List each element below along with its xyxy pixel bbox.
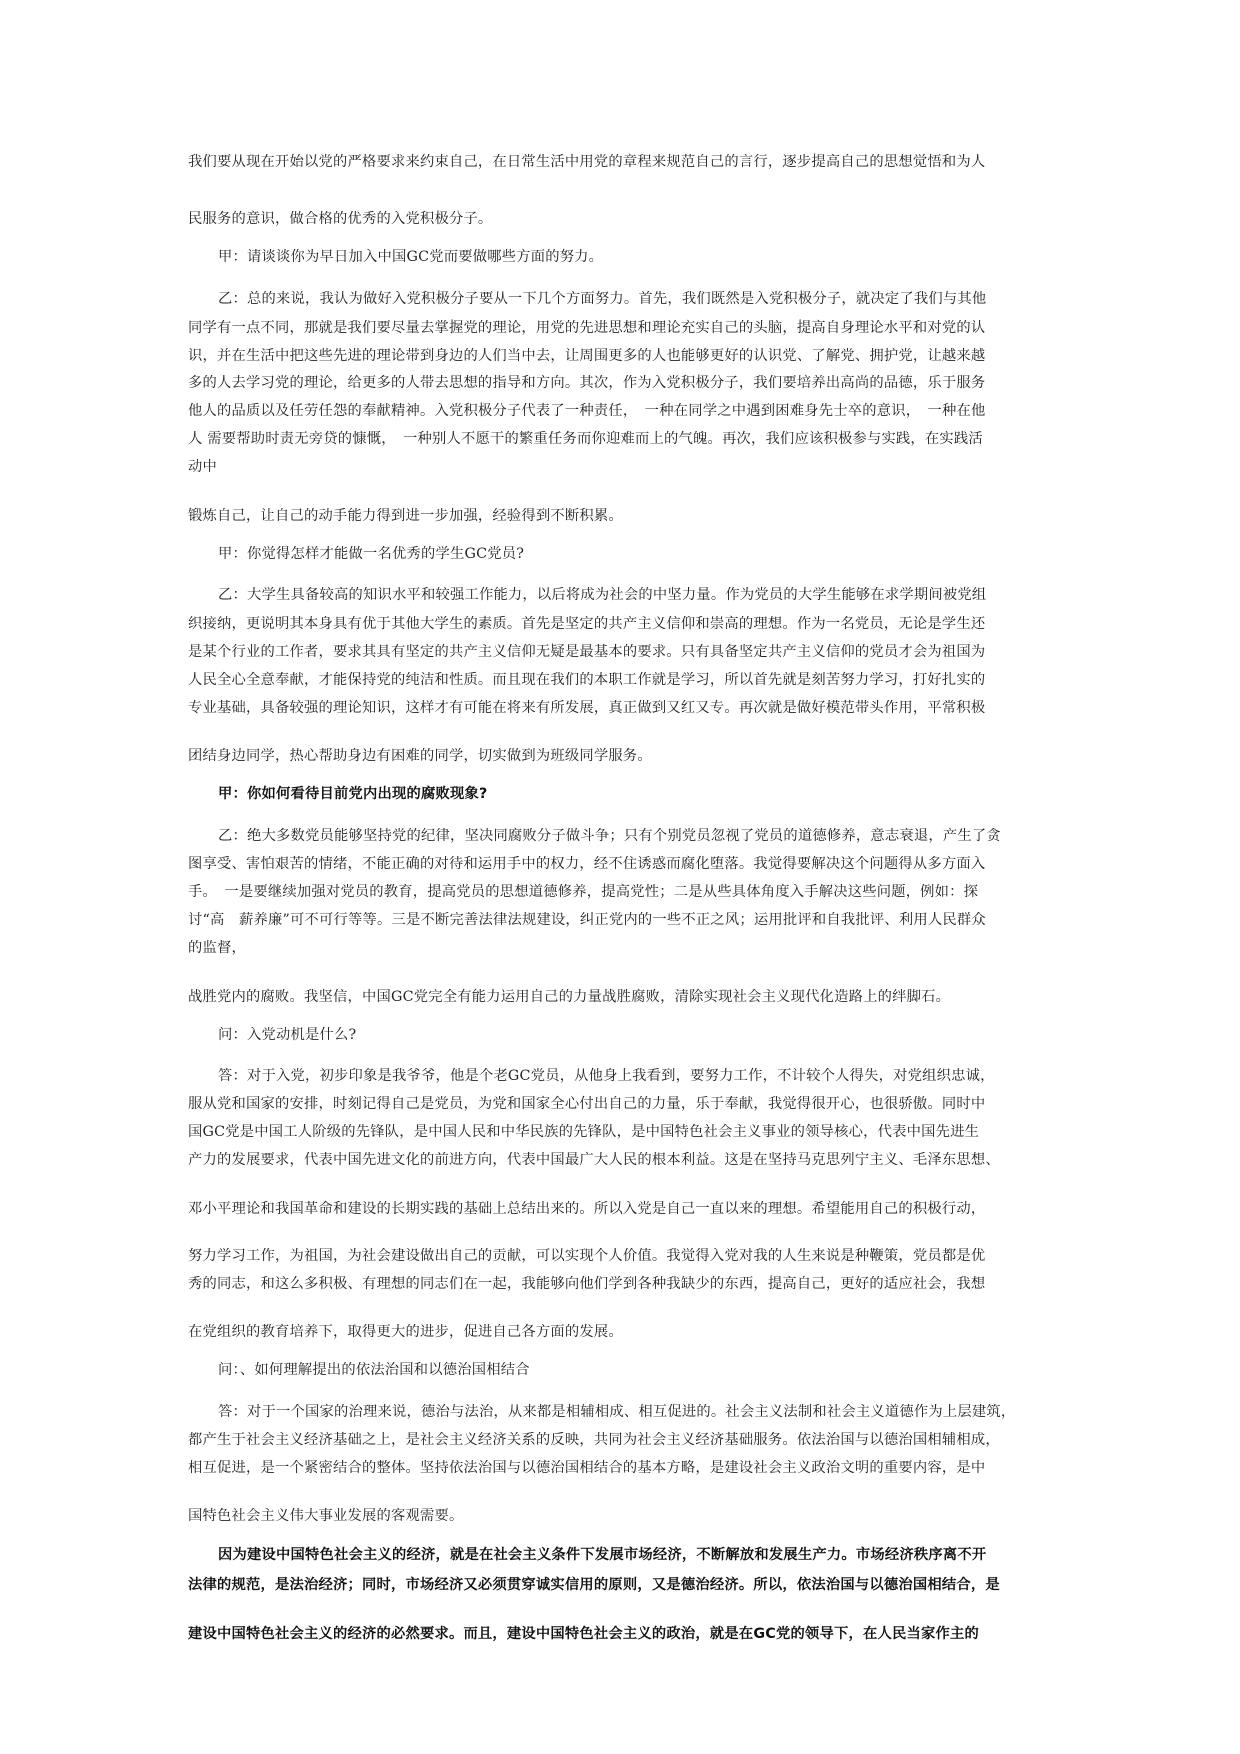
text-line: 我们要从现在开始以党的严格要求来约束自己，在日常生活中用党的章程来规范自己的言行，逐步提高自己的思想觉悟和为人 (188, 154, 986, 170)
text-line: 他人的品质以及任劳任怨的奉献精神。入党积极分子代表了一种责任， 一种在同学之中遇到困难身先士卒的意识， 一种在他 (188, 403, 986, 419)
text-line: 相互促进，是一个紧密结合的整体。坚持依法治国与以德治国相结合的基本方略，是建设社会主义政治文明的重要内容，是中 (188, 1460, 986, 1476)
text-line: 手。 一是要继续加强对党员的教育，提高党员的思想道德修养，提高党性；二是从些具体角度入手解决这些问题，例如：探 (188, 884, 979, 900)
text-line: 乙：大学生具备较高的知识水平和较强工作能力，以后将成为社会的中坚力量。作为党员的大学生能够在求学期间被党组 (218, 587, 987, 603)
text-line: 乙：总的来说，我认为做好入党积极分子要从一下几个方面努力。首先，我们既然是入党积极分子，就决定了我们与其他 (218, 291, 987, 307)
text-line: 织接纳，更说明其本身具有优于其他大学生的素质。首先是坚定的共产主义信仰和崇高的理想。作为一名党员，无论是学生还 (188, 616, 986, 632)
text-line: 讨“高 薪养廉”可不可行等等。三是不断完善法律法规建设，纠正党内的一些不正之风；运用批评和自我批评、利用人民群众 (188, 912, 986, 928)
text-line: 图享受、害怕艰苦的情绪，不能正确的对待和运用手中的权力，经不住诱惑而腐化堕落。我觉得要解决这个问题得从多方面入 (188, 856, 986, 872)
text-line: 法律的规范，是法治经济；同时，市场经济又必须贯穿诚实信用的原则，又是德治经济。所以，依法治国与以德治国相结合，是 (188, 1577, 1000, 1593)
text-line: 都产生于社会主义经济基础之上，是社会主义经济关系的反映，共同为社会主义经济基础服务。依法治国与以德治国相辅相成， (188, 1432, 1000, 1448)
text-line: 的监督， (188, 940, 246, 956)
text-line: 乙：绝大多数党员能够坚持党的纪律，坚决同腐败分子做斗争；只有个别党员忽视了党员的道德修养，意志衰退，产生了贪 (218, 828, 1001, 844)
text-line: 团结身边同学，热心帮助身边有困难的同学，切实做到为班级同学服务。 (188, 748, 652, 764)
text-line: 专业基础，具备较强的理论知识，这样才有可能在将来有所发展，真正做到又红又专。再次就是做好模范带头作用，平常积极 (188, 700, 986, 716)
text-line: 甲：你觉得怎样才能做一名优秀的学生GC党员? (218, 546, 525, 562)
text-line: 人 需要帮助时责无旁贷的慷慨， 一种别人不愿干的繁重任务而你迎难而上的气魄。再次，我们应该积极参与实践，在实践活 (188, 431, 983, 447)
text-line: 同学有一点不同，那就是我们要尽量去掌握党的理论，用党的先进思想和理论充实自己的头脑，提高自身理论水平和对党的认 (188, 320, 986, 336)
text-line: 努力学习工作，为祖国，为社会建设做出自己的贡献，可以实现个人价值。我觉得入党对我的人生来说是种鞭策，党员都是优 (188, 1248, 986, 1264)
text-line: 秀的同志，和这么多积极、有理想的同志们在一起，我能够向他们学到各种我缺少的东西，提高自己，更好的适应社会，我想 (188, 1276, 986, 1292)
text-line: 识，并在生活中把这些先进的理论带到身边的人们当中去，让周围更多的人也能够更好的认识党、了解党、拥护党，让越来越 (188, 348, 986, 364)
text-line: 因为建设中国特色社会主义的经济，就是在社会主义条件下发展市场经济，不断解放和发展生产力。市场经济秩序离不开 (218, 1547, 987, 1563)
text-line: 国特色社会主义伟大事业发展的客观需要。 (188, 1508, 464, 1524)
text-line: 建设中国特色社会主义的经济的必然要求。而且，建设中国特色社会主义的政治，就是在GC党的领导下，在人民当家作主的 (188, 1626, 979, 1642)
text-line: 答：对于入党，初步印象是我爷爷，他是个老GC党员，从他身上我看到，要努力工作，不计较个人得失，对党组织忠诚， (218, 1068, 995, 1084)
text-line: 动中 (188, 459, 217, 475)
text-line: 甲：请谈谈你为早日加入中国GC党而要做哪些方面的努力。 (218, 249, 604, 265)
section-question: 甲：你如何看待目前党内出现的腐败现象? (218, 786, 488, 802)
text-line: 产力的发展要求，代表中国先进文化的前进方向，代表中国最广大人民的根本利益。这是在坚持马克思列宁主义、毛泽东思想、 (188, 1152, 1000, 1168)
text-line: 民服务的意识，做合格的优秀的入党积极分子。 (188, 211, 493, 227)
text-line: 战胜党内的腐败。我坚信，中国GC党完全有能力运用自己的力量战胜腐败，清除实现社会主义现代化造路上的绊脚石。 (188, 989, 951, 1005)
text-line: 邓小平理论和我国革命和建设的长期实践的基础上总结出来的。所以入党是自己一直以来的理想。希望能用自己的积极行动， (188, 1201, 986, 1217)
text-line: 答：对于一个国家的治理来说，德治与法治，从来都是相辅相成、相互促进的。社会主义法制和社会主义道德作为上层建筑， (218, 1404, 1016, 1420)
text-line: 多的人去学习党的理论，给更多的人带去思想的指导和方向。其次，作为入党积极分子，我们要培养出高尚的品德，乐于服务 (188, 375, 986, 391)
text-line: 是某个行业的工作者，要求其具有坚定的共产主义信仰无疑是最基本的要求。只有具备坚定共产主义信仰的党员才会为祖国为 (188, 644, 986, 660)
text-line: 问：入党动机是什么? (218, 1027, 357, 1043)
text-line: 问：、如何理解提出的依法治国和以德治国相结合 (218, 1362, 530, 1378)
text-line: 锻炼自己，让自己的动手能力得到进一步加强，经验得到不断积累。 (188, 508, 623, 524)
text-line: 人民全心全意奉献，才能保持党的纯洁和性质。而且现在我们的本职工作就是学习，所以首先就是刻苦努力学习，打好扎实的 (188, 672, 986, 688)
text-line: 服从党和国家的安排，时刻记得自己是党员，为党和国家全心付出自己的力量，乐于奉献，我觉得很开心，也很骄傲。同时中 (188, 1096, 986, 1112)
text-line: 在党组织的教育培养下，取得更大的进步，促进自己各方面的发展。 (188, 1324, 623, 1340)
text-line: 国GC党是中国工人阶级的先锋队，是中国人民和中华民族的先锋队，是中国特色社会主义事业的领导核心，代表中国先进生 (188, 1124, 980, 1140)
